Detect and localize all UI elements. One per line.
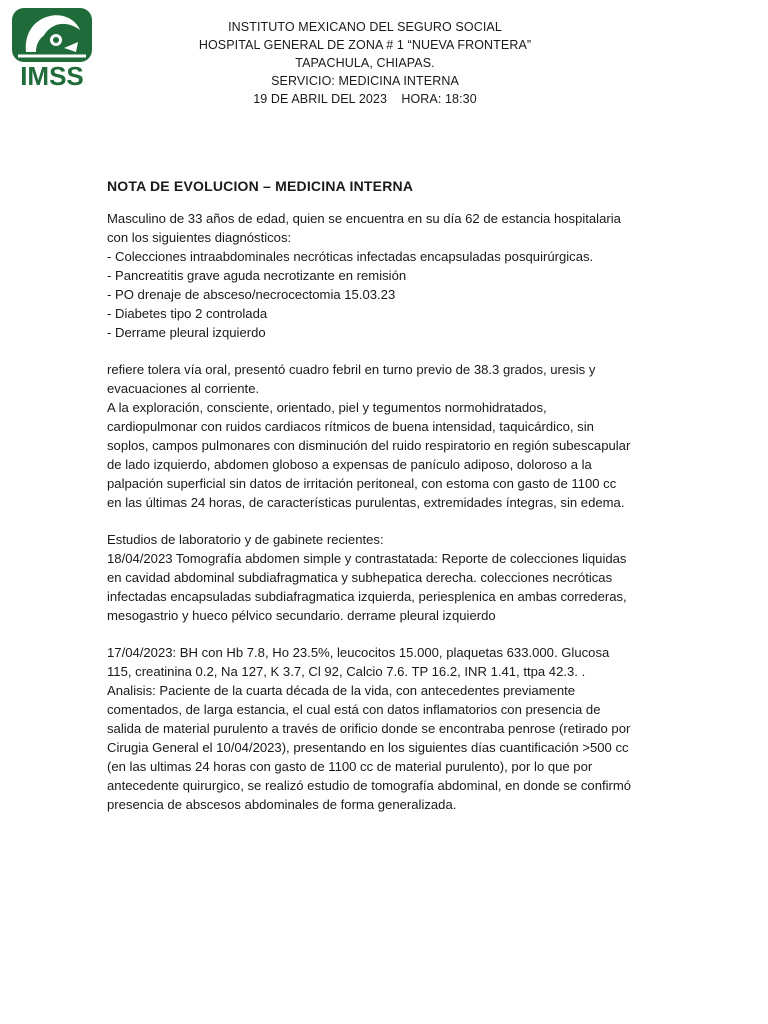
text-line: Masculino de 33 años de edad, quien se encuentra en su día 62 de estancia hospitalaria	[107, 211, 621, 226]
header-location: TAPACHULA, CHIAPAS.	[295, 56, 435, 70]
text-line: Estudios de laboratorio y de gabinete recientes:	[107, 532, 384, 547]
diagnosis-item: - Derrame pleural izquierdo	[107, 325, 266, 340]
text-line: en las últimas 24 horas, de características purulentas, extremidades íntegras, sin edema.	[107, 495, 625, 510]
header-date-time: 19 DE ABRIL DEL 2023 HORA: 18:30	[253, 92, 477, 106]
intro-paragraph	[107, 209, 667, 247]
text-line: con los siguientes diagnósticos:	[107, 230, 292, 245]
note-title: NOTA DE EVOLUCION – MEDICINA INTERNA	[107, 178, 414, 194]
diagnosis-item: - PO drenaje de absceso/necrocectomia 15.03.23	[107, 287, 396, 302]
header-hospital: HOSPITAL GENERAL DE ZONA # 1 “NUEVA FRONTERA”	[198, 38, 532, 52]
text-line: 115, creatinina 0.2, Na 127, K 3.7, Cl 92, Calcio 7.6. TP 16.2, INR 1.41, ttpa 42.3. .	[107, 664, 586, 679]
text-line: presencia de abscesos abdominales de forma generalizada.	[107, 797, 457, 812]
header-institution: INSTITUTO MEXICANO DEL SEGURO SOCIAL	[228, 20, 502, 34]
text-line: salida de material purulento a través de orificio donde se encontraba penrose (retirado por	[107, 721, 631, 736]
text-line: 18/04/2023 Tomografía abdomen simple y contrastatada: Reporte de colecciones liquidas	[107, 551, 627, 566]
diagnosis-item: - Diabetes tipo 2 controlada	[107, 306, 268, 321]
document-header	[150, 18, 580, 108]
diagnosis-item: - Pancreatitis grave aguda necrotizante en remisión	[107, 268, 407, 283]
logo-wordmark: IMSS	[20, 61, 84, 90]
header-service: SERVICIO: MEDICINA INTERNA	[271, 74, 459, 88]
note-body	[107, 209, 667, 814]
text-line: infectadas encapsuladas subdiafragmatica izquierda, periesplenica en ambas correderas,	[107, 589, 627, 604]
text-line: cardiopulmonar con ruidos cardiacos rítmicos de buena intensidad, taquicárdico, sin	[107, 419, 594, 434]
text-line: comentados, de larga estancia, el cual está con datos inflamatorios con presencia de	[107, 702, 601, 717]
evolution-paragraph	[107, 360, 667, 512]
diagnosis-item: - Colecciones intraabdominales necróticas infectadas encapsuladas posquirúrgicas.	[107, 249, 594, 264]
imss-eagle-emblem-icon	[6, 6, 98, 90]
text-line: 17/04/2023: BH con Hb 7.8, Ho 23.5%, leucocitos 15.000, plaquetas 633.000. Glucosa	[107, 645, 610, 660]
text-line: Cirugia General el 10/04/2023), presentando en los siguientes días cuantificación >500 cc	[107, 740, 629, 755]
text-line: evacuaciones al corriente.	[107, 381, 260, 396]
paragraph-gap	[107, 625, 667, 643]
text-line: mesogastrio y hueco pélvico secundario. derrame pleural izquierdo	[107, 608, 496, 623]
text-line: Analisis: Paciente de la cuarta década de la vida, con antecedentes previamente	[107, 683, 576, 698]
diagnoses-list	[107, 247, 667, 342]
text-line: refiere tolera vía oral, presentó cuadro febril en turno previo de 38.3 grados, uresis y	[107, 362, 596, 377]
text-line: antecedente quirurgico, se realizó estudio de tomografía abdominal, en donde se confirmó	[107, 778, 632, 793]
text-line: soplos, campos pulmonares con disminución del ruido respiratorio en región subescapular	[107, 438, 631, 453]
paragraph-gap	[107, 512, 667, 530]
text-line: palpación superficial sin datos de irritación peritoneal, con estoma con gasto de 1100 cc	[107, 476, 617, 491]
imss-logo	[6, 6, 98, 90]
text-line: en cavidad abdominal subdiafragmatica y subhepatica derecha. colecciones necróticas	[107, 570, 613, 585]
labs-analysis-paragraph	[107, 643, 667, 814]
studies-paragraph	[107, 530, 667, 625]
text-line: A la exploración, consciente, orientado, piel y tegumentos normohidratados,	[107, 400, 547, 415]
paragraph-gap	[107, 342, 667, 360]
text-line: de lado izquierdo, abdomen globoso a expensas de panículo adiposo, doloroso a la	[107, 457, 592, 472]
text-line: (en las ultimas 24 horas con gasto de 1100 cc de material purulento), por lo que por	[107, 759, 593, 774]
